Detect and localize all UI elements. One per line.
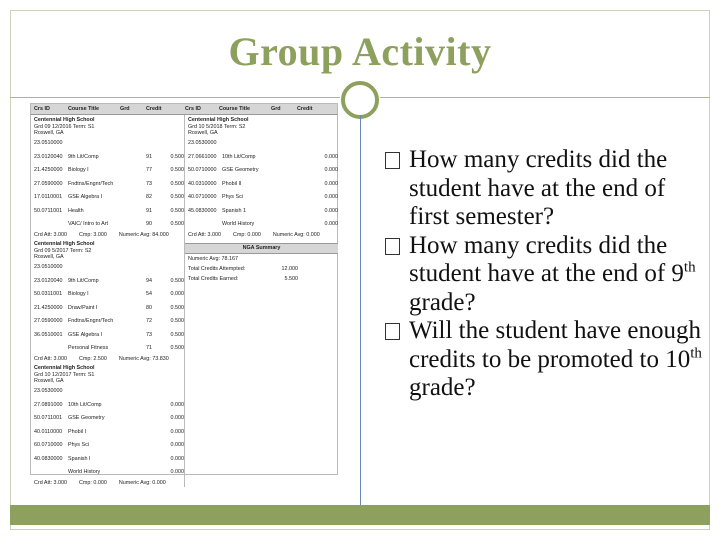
course-grade: 91 — [146, 153, 152, 160]
school-city: Roswell, GA — [34, 378, 64, 384]
course-title: Personal Fitness — [68, 345, 109, 352]
course-id: 27.0590000 — [34, 180, 63, 187]
course-row — [31, 177, 184, 191]
course-id: 27.0891000 — [34, 401, 63, 408]
question-text-end: grade? — [409, 288, 476, 316]
ordinal-suffix: th — [683, 259, 696, 276]
school-name: Centennial High School — [34, 117, 95, 123]
header-course-title: Course Title — [68, 106, 100, 112]
course-id: 60.0710000 — [34, 442, 63, 449]
course-credit: 0.500 — [170, 318, 184, 325]
square-bullet-icon — [385, 323, 400, 340]
course-id: 36.0510001 — [34, 331, 63, 338]
course-credit: 0.500 — [170, 167, 184, 174]
transcript-header — [31, 104, 337, 115]
school-name: Centennial High School — [188, 117, 249, 123]
square-bullet-icon — [385, 238, 400, 255]
course-row — [185, 137, 338, 151]
course-title: Phys Sci — [68, 442, 89, 449]
course-row — [185, 218, 338, 232]
course-grade: 77 — [146, 167, 152, 174]
transcript-image — [30, 103, 338, 486]
course-credit: 0.500 — [170, 153, 184, 160]
course-row — [185, 150, 338, 164]
course-title: Health — [68, 207, 84, 214]
course-grade: 94 — [146, 277, 152, 284]
course-id: 23.0530000 — [34, 388, 63, 395]
numeric-average: Numeric Avg: 84.000 — [118, 232, 169, 238]
course-grade: 80 — [146, 304, 152, 311]
course-credit: 0.000 — [170, 415, 184, 422]
course-row — [31, 412, 184, 426]
credits-attempted: Crd Att: 3.000 — [34, 480, 67, 486]
question-item — [385, 146, 705, 232]
course-row — [31, 342, 184, 356]
term-summary — [31, 479, 184, 487]
course-row — [31, 150, 184, 164]
term-summary — [31, 231, 184, 239]
course-title: Fndtns/Engnr/Tech — [68, 318, 114, 325]
course-row — [31, 315, 184, 329]
course-title: Spanish 1 — [222, 207, 246, 214]
course-row — [31, 137, 184, 151]
credits-completed: Cmp: 0.000 — [232, 232, 261, 238]
course-id: 45.0830000 — [188, 207, 217, 214]
school-name: Centennial High School — [34, 365, 95, 371]
header-crs-id: Crs ID — [185, 106, 201, 112]
course-credit: 0.000 — [170, 428, 184, 435]
course-title: GSE Algebra I — [68, 331, 103, 338]
title-rule-left — [10, 97, 340, 98]
question-item — [385, 317, 705, 403]
question-list — [385, 146, 705, 403]
course-id: 23.0120040 — [34, 277, 63, 284]
header-grd: Grd — [271, 106, 281, 112]
numeric-average: Numeric Avg: 0.000 — [118, 480, 166, 486]
school-name: Centennial High School — [34, 241, 95, 247]
course-title: World History — [68, 469, 101, 476]
term-header — [31, 363, 184, 385]
course-credit: 0.000 — [324, 153, 338, 160]
course-credit: 0.500 — [170, 345, 184, 352]
course-row — [31, 261, 184, 275]
course-credit: 0.500 — [170, 304, 184, 311]
transcript-right-column — [184, 115, 338, 487]
credits-attempted: Crd Att: 3.000 — [188, 232, 221, 238]
course-row — [31, 425, 184, 439]
course-title: 9th Lit/Comp — [68, 153, 99, 160]
course-title: Biology I — [68, 291, 89, 298]
course-title: Fndtns/Engnr/Tech — [68, 180, 114, 187]
question-text-end: grade? — [409, 374, 476, 401]
course-title: Phobil II — [222, 180, 242, 187]
course-title: 10th Lit/Comp — [222, 153, 256, 160]
course-id: 21.4250000 — [34, 167, 63, 174]
question-text: How many credits did the student have at the end of first semester? — [409, 146, 668, 230]
course-credit: 0.500 — [170, 180, 184, 187]
course-grade: 90 — [146, 221, 152, 228]
course-id: 23.0510000 — [34, 140, 63, 147]
course-credit: 0.000 — [324, 167, 338, 174]
course-row — [31, 274, 184, 288]
course-row — [185, 177, 338, 191]
course-credit: 0.000 — [170, 455, 184, 462]
course-id: 40.0830000 — [34, 455, 63, 462]
course-title: GSE Geometry — [68, 415, 105, 422]
course-grade: 73 — [146, 331, 152, 338]
question-item — [385, 232, 705, 318]
numeric-average: Numeric Avg: 0.000 — [272, 232, 320, 238]
question-text: How many credits did the student have at the end of 9 — [409, 231, 684, 287]
course-id: 40.0310000 — [188, 180, 217, 187]
course-row — [31, 204, 184, 218]
course-row — [31, 218, 184, 232]
header-grd: Grd — [120, 106, 130, 112]
question-text: Will the student have enough credits to be promoted to 10 — [409, 317, 701, 373]
credits-completed: Cmp: 3.000 — [78, 232, 107, 238]
course-credit: 0.000 — [324, 180, 338, 187]
course-title: Biology I — [68, 167, 89, 174]
school-city: Roswell, GA — [34, 130, 64, 136]
credits-attempted: Crd Att: 3.000 — [34, 356, 67, 362]
course-row — [31, 328, 184, 342]
attempted-value: 12.000 — [281, 266, 298, 272]
course-id: 50.0710000 — [188, 167, 217, 174]
course-credit: 0.500 — [170, 194, 184, 201]
term-summary — [31, 355, 184, 363]
credits-attempted: Crd Att: 3.000 — [34, 232, 67, 238]
course-credit: 0.000 — [324, 194, 338, 201]
course-id: 23.0120040 — [34, 153, 63, 160]
course-title: World History — [222, 221, 255, 228]
course-id: 50.0311001 — [34, 291, 63, 298]
course-credit: 0.000 — [170, 469, 184, 476]
nga-credits-attempted — [185, 264, 301, 274]
transcript-left-column — [31, 115, 184, 487]
course-id: 50.0711001 — [34, 415, 63, 422]
course-title: Spanish I — [68, 455, 91, 462]
course-credit: 0.500 — [170, 277, 184, 284]
course-id: 40.0710000 — [188, 194, 217, 201]
course-credit: 0.000 — [170, 291, 184, 298]
ordinal-suffix: th — [690, 345, 702, 362]
school-city: Roswell, GA — [188, 130, 218, 136]
attempted-label: Total Credits Attempted: — [188, 266, 246, 272]
course-row — [31, 439, 184, 453]
course-grade: 71 — [146, 345, 152, 352]
term-line: Grd 09 5/2017 Term: S2 — [34, 247, 92, 254]
content-divider — [360, 115, 361, 505]
course-id: 17.0110001 — [34, 194, 63, 201]
course-row — [185, 204, 338, 218]
course-row — [185, 164, 338, 178]
course-title: Phobil I — [68, 428, 86, 435]
course-row — [31, 398, 184, 412]
course-id: 50.0711001 — [34, 207, 63, 214]
header-course-title: Course Title — [219, 106, 251, 112]
course-credit: 0.500 — [170, 221, 184, 228]
course-row — [31, 164, 184, 178]
ring-ornament-icon — [341, 81, 379, 119]
course-credit: 0.000 — [324, 221, 338, 228]
numeric-average: Numeric Avg: 73.830 — [118, 356, 169, 362]
course-row — [31, 301, 184, 315]
school-city: Roswell, GA — [34, 254, 64, 260]
course-credit: 0.000 — [170, 442, 184, 449]
course-credit: 0.000 — [324, 207, 338, 214]
footer-bar — [10, 505, 710, 525]
slide-title: Group Activity — [228, 29, 492, 74]
course-grade: 72 — [146, 318, 152, 325]
course-grade: 54 — [146, 291, 152, 298]
credits-completed: Cmp: 0.000 — [78, 480, 107, 486]
course-title: GSE Algebra I — [68, 194, 103, 201]
header-credit: Credit — [146, 106, 162, 112]
term-line: Grd 10 5/2018 Term: S2 — [188, 123, 246, 130]
course-title: Draw/Paint I — [68, 304, 98, 311]
course-id: 23.0510000 — [34, 264, 63, 271]
course-title: 10th Lit/Comp — [68, 401, 102, 408]
course-credit: 0.500 — [170, 207, 184, 214]
course-id: 27.0590000 — [34, 318, 63, 325]
course-id: 40.0110000 — [34, 428, 63, 435]
credits-completed: Cmp: 2.500 — [78, 356, 107, 362]
nga-numeric-average — [185, 254, 301, 264]
nga-credits-earned — [185, 274, 301, 284]
course-title: VAIC/ Intro to Art — [68, 221, 109, 228]
term-line: Grd 09 12/2016 Term: S1 — [34, 123, 95, 130]
header-credit: Credit — [297, 106, 313, 112]
term-header — [31, 115, 184, 137]
course-grade: 73 — [146, 180, 152, 187]
term-header — [185, 115, 338, 137]
course-id: 23.0530000 — [188, 140, 217, 147]
term-line: Grd 10 12/2017 Term: S1 — [34, 371, 95, 378]
course-grade: 91 — [146, 207, 152, 214]
course-row — [31, 288, 184, 302]
course-credit: 0.500 — [170, 331, 184, 338]
course-row — [31, 191, 184, 205]
course-row — [31, 452, 184, 466]
course-row — [31, 385, 184, 399]
course-credit: 0.000 — [170, 401, 184, 408]
square-bullet-icon — [385, 152, 400, 169]
course-row — [185, 191, 338, 205]
nga-summary-header: NGA Summary — [185, 243, 338, 254]
term-header — [31, 239, 184, 261]
title-rule-right — [380, 97, 710, 98]
earned-label: Total Credits Earned: — [188, 276, 239, 282]
course-title: Phys Sci — [222, 194, 243, 201]
term-summary — [185, 231, 338, 239]
course-title: 9th Lit/Comp — [68, 277, 99, 284]
earned-value: 5.500 — [284, 276, 298, 282]
nga-avg-value: Numeric Avg: 78.167 — [188, 256, 238, 262]
course-grade: 82 — [146, 194, 152, 201]
course-id: 21.4250000 — [34, 304, 63, 311]
header-crs-id: Crs ID — [34, 106, 50, 112]
course-row — [31, 466, 184, 480]
course-title: GSE Geometry — [222, 167, 259, 174]
course-id: 27.0661000 — [188, 153, 217, 160]
